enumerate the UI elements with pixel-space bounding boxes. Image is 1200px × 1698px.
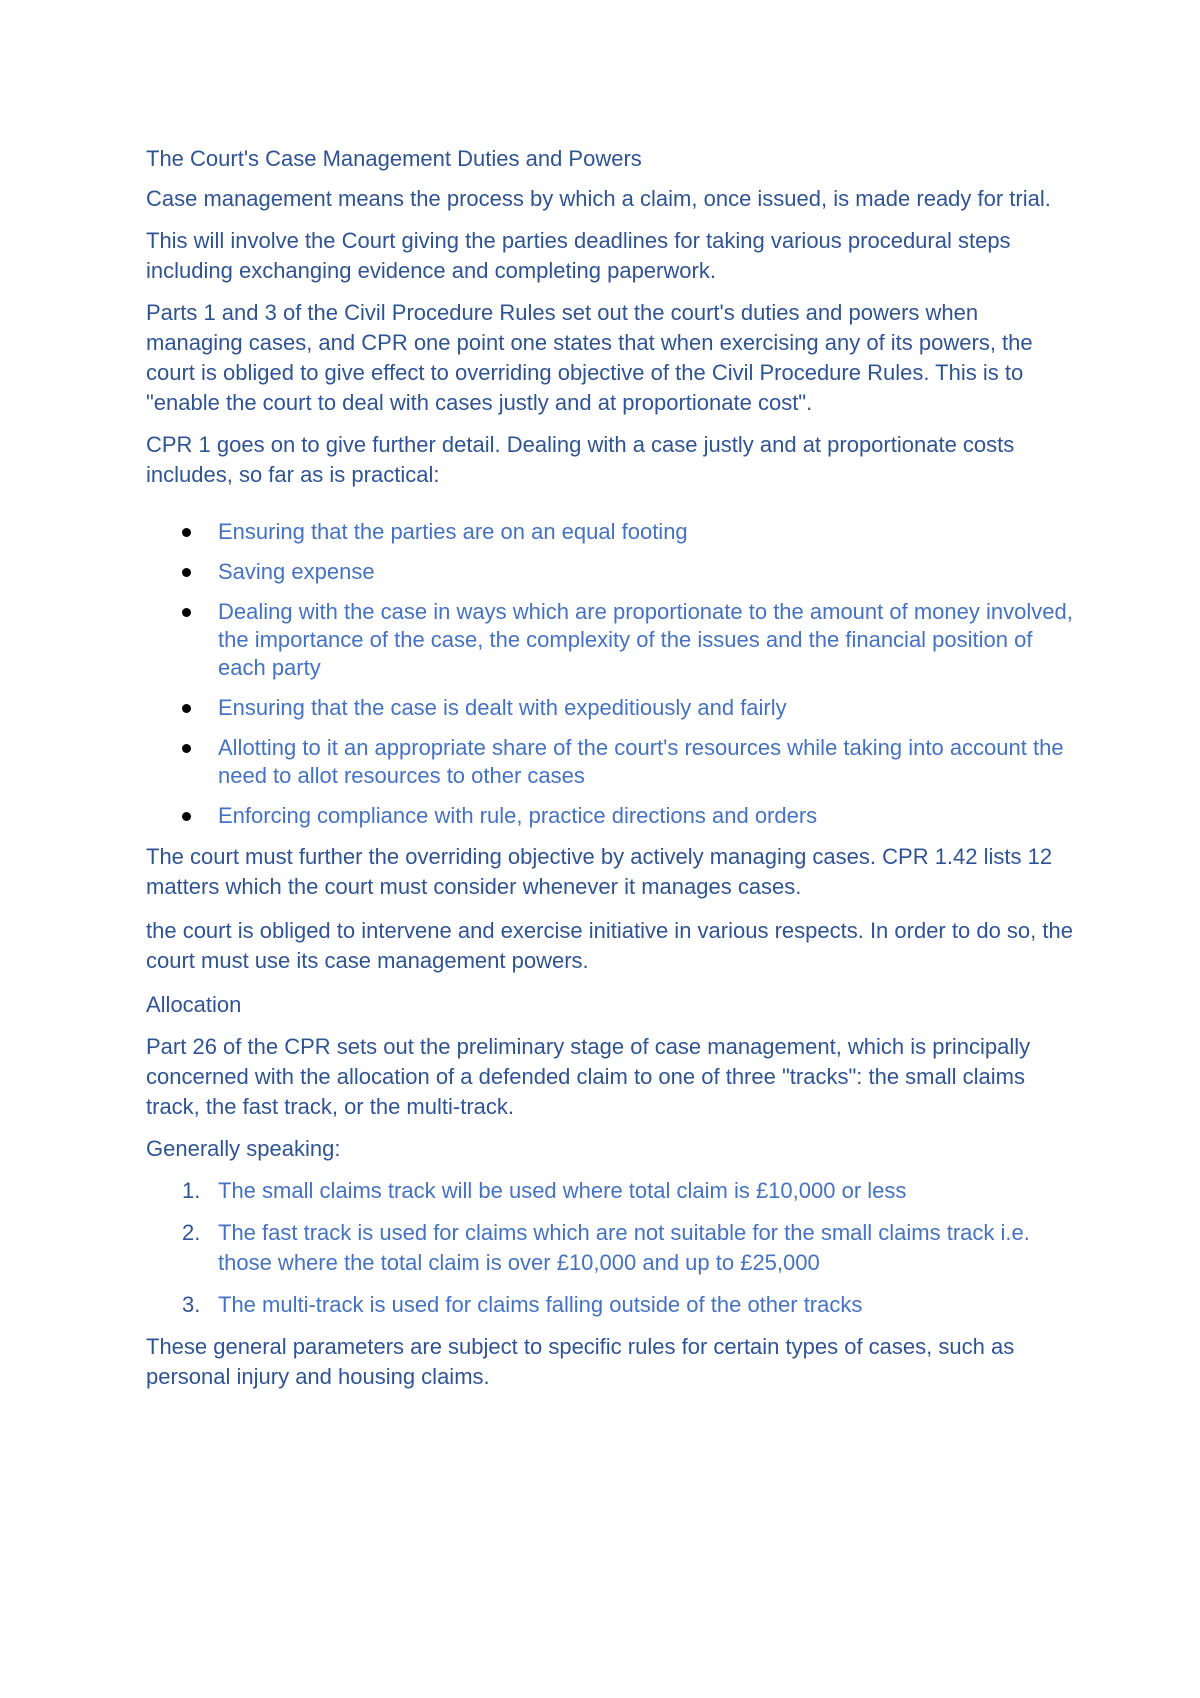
paragraph-active-management: The court must further the overriding objective by actively managing cases. CPR 1.42 lists 12 matters which the court must consider whenever it manages cases.	[146, 844, 1053, 899]
paragraph-court-initiative: the court is obliged to intervene and exercise initiative in various respects. In order to do so, the court must use its case management powers.	[146, 918, 1073, 973]
list-item: 2. The fast track is used for claims which are not suitable for the small claims track i.e. those where the total claim is over £10,000 and up to £25,000	[182, 1220, 1030, 1275]
list-item: Ensuring that the parties are on an equal footing	[146, 518, 1076, 546]
list-item: 1. The small claims track will be used where total claim is £10,000 or less	[182, 1178, 907, 1203]
numbered-list	[146, 1176, 1076, 1320]
list-item: Saving expense	[146, 558, 1076, 586]
paragraph-cpr1-detail: CPR 1 goes on to give further detail. Dealing with a case justly and at proportionate costs includes, so far as is practical:	[146, 432, 1015, 487]
page-title: The Court's Case Management Duties and Powers	[146, 146, 642, 171]
document-page	[146, 144, 1076, 1404]
list-item: Allotting to it an appropriate share of the court's resources while taking into account the need to allot resources to other cases	[146, 734, 1076, 790]
bullet-list	[146, 518, 1076, 830]
section-heading-allocation: Allocation	[146, 992, 242, 1017]
bullet-icon	[182, 704, 191, 713]
bullet-icon	[182, 528, 191, 537]
bullet-icon	[182, 568, 191, 577]
paragraph-closing: These general parameters are subject to specific rules for certain types of cases, such as personal injury and housing claims.	[146, 1334, 1015, 1389]
bullet-icon	[182, 812, 191, 821]
paragraph-generally-speaking: Generally speaking:	[146, 1136, 341, 1161]
paragraph-case-management-definition: Case management means the process by which a claim, once issued, is made ready for trial.	[146, 186, 1051, 211]
paragraph-deadlines: This will involve the Court giving the parties deadlines for taking various procedural steps including exchanging evidence and completing paperwork.	[146, 228, 1011, 283]
paragraph-overriding-objective: Parts 1 and 3 of the Civil Procedure Rules set out the court's duties and powers when managing cases, and CPR one point one states that when exercising any of its powers, the court is obliged to give effect to overriding objective of the Civil Procedure Rules. This is to "enable the court to deal with cases justly and at proportionate cost".	[146, 300, 1033, 415]
bullet-icon	[182, 744, 191, 753]
list-item: Dealing with the case in ways which are proportionate to the amount of money involved, the importance of the case, the complexity of the issues and the financial position of each party	[146, 598, 1076, 682]
bullet-icon	[182, 608, 191, 617]
list-item: Enforcing compliance with rule, practice directions and orders	[146, 802, 1076, 830]
list-item: 3. The multi-track is used for claims falling outside of the other tracks	[182, 1292, 863, 1317]
list-item: Ensuring that the case is dealt with expeditiously and fairly	[146, 694, 1076, 722]
paragraph-part-26: Part 26 of the CPR sets out the preliminary stage of case management, which is principally concerned with the allocation of a defended claim to one of three "tracks": the small claims track, the fast track, or the multi-track.	[146, 1034, 1031, 1119]
